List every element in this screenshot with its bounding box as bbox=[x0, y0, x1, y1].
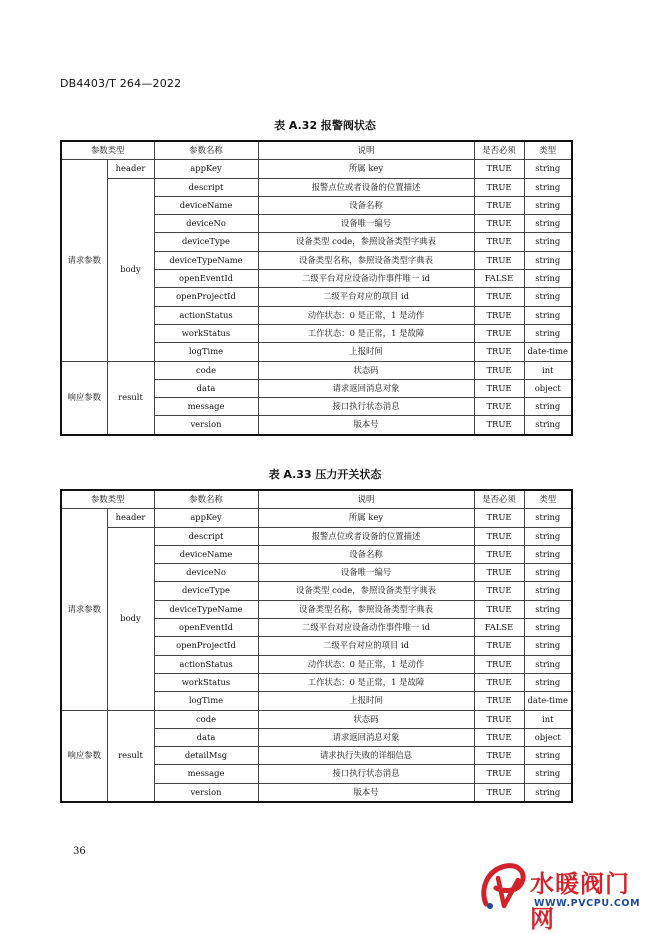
table-a33-caption: 表 A.33 压力开关状态 bbox=[268, 468, 382, 481]
param-desc-cell: 接口执行状态消息 bbox=[258, 765, 474, 783]
param-type-cell: string bbox=[524, 288, 572, 306]
col-header-param-category: 参数类型 bbox=[61, 141, 154, 160]
param-name-cell: deviceType bbox=[154, 582, 258, 600]
param-required-cell: TRUE bbox=[474, 545, 524, 563]
param-type-cell: date-time bbox=[524, 343, 572, 361]
param-type-cell: string bbox=[524, 564, 572, 582]
param-type-cell: string bbox=[524, 655, 572, 673]
param-name-cell: appKey bbox=[154, 160, 258, 178]
table-a32 bbox=[60, 140, 573, 436]
param-group-label: 请求参数 bbox=[61, 160, 107, 361]
param-desc-cell: 请求返回消息对象 bbox=[258, 379, 474, 397]
param-type-cell: string bbox=[524, 270, 572, 288]
param-type-cell: string bbox=[524, 527, 572, 545]
param-desc-cell: 版本号 bbox=[258, 416, 474, 435]
param-subgroup-label: result bbox=[107, 710, 154, 802]
param-name-cell: detailMsg bbox=[154, 747, 258, 765]
param-name-cell: deviceName bbox=[154, 196, 258, 214]
param-required-cell: TRUE bbox=[474, 215, 524, 233]
table-row bbox=[61, 361, 572, 379]
param-desc-cell: 状态码 bbox=[258, 710, 474, 728]
param-subgroup-label: result bbox=[107, 361, 154, 435]
table-row bbox=[61, 509, 572, 527]
param-required-cell: TRUE bbox=[474, 324, 524, 342]
param-desc-cell: 设备唯一编号 bbox=[258, 564, 474, 582]
table-row bbox=[61, 160, 572, 178]
param-name-cell: openEventId bbox=[154, 619, 258, 637]
param-name-cell: descript bbox=[154, 527, 258, 545]
param-type-cell: date-time bbox=[524, 692, 572, 710]
param-required-cell: TRUE bbox=[474, 343, 524, 361]
param-type-cell: string bbox=[524, 619, 572, 637]
param-required-cell: TRUE bbox=[474, 728, 524, 746]
col-header-required: 是否必须 bbox=[474, 141, 524, 160]
param-type-cell: string bbox=[524, 215, 572, 233]
param-required-cell: TRUE bbox=[474, 527, 524, 545]
param-type-cell: string bbox=[524, 765, 572, 783]
param-desc-cell: 设备唯一编号 bbox=[258, 215, 474, 233]
param-type-cell: string bbox=[524, 416, 572, 435]
param-name-cell: data bbox=[154, 379, 258, 397]
param-type-cell: string bbox=[524, 160, 572, 178]
table-row bbox=[61, 178, 572, 196]
param-required-cell: TRUE bbox=[474, 747, 524, 765]
param-name-cell: data bbox=[154, 728, 258, 746]
param-required-cell: TRUE bbox=[474, 509, 524, 527]
param-group-label: 响应参数 bbox=[61, 361, 107, 435]
param-name-cell: deviceName bbox=[154, 545, 258, 563]
param-name-cell: version bbox=[154, 416, 258, 435]
param-required-cell: TRUE bbox=[474, 379, 524, 397]
param-required-cell: TRUE bbox=[474, 582, 524, 600]
param-required-cell: TRUE bbox=[474, 600, 524, 618]
param-name-cell: deviceTypeName bbox=[154, 251, 258, 269]
param-desc-cell: 上报时间 bbox=[258, 343, 474, 361]
param-name-cell: workStatus bbox=[154, 673, 258, 691]
param-required-cell: TRUE bbox=[474, 673, 524, 691]
param-type-cell: string bbox=[524, 233, 572, 251]
param-desc-cell: 请求返回消息对象 bbox=[258, 728, 474, 746]
param-desc-cell: 设备类型名称，参照设备类型字典表 bbox=[258, 600, 474, 618]
param-required-cell: TRUE bbox=[474, 655, 524, 673]
col-header-param-category: 参数类型 bbox=[61, 490, 154, 509]
watermark-url: WWW.PVCPU.COM bbox=[534, 898, 641, 909]
col-header-description: 说明 bbox=[258, 141, 474, 160]
watermark-logo bbox=[478, 860, 644, 933]
param-name-cell: code bbox=[154, 361, 258, 379]
param-required-cell: TRUE bbox=[474, 398, 524, 416]
param-name-cell: code bbox=[154, 710, 258, 728]
param-name-cell: workStatus bbox=[154, 324, 258, 342]
table-row bbox=[61, 527, 572, 545]
param-required-cell: TRUE bbox=[474, 160, 524, 178]
param-type-cell: int bbox=[524, 361, 572, 379]
param-desc-cell: 请求执行失败的详细信息 bbox=[258, 747, 474, 765]
param-name-cell: openProjectId bbox=[154, 637, 258, 655]
param-type-cell: string bbox=[524, 306, 572, 324]
param-desc-cell: 所属 key bbox=[258, 160, 474, 178]
param-desc-cell: 动作状态：0 是正常，1 是动作 bbox=[258, 655, 474, 673]
param-desc-cell: 动作状态：0 是正常，1 是动作 bbox=[258, 306, 474, 324]
param-name-cell: version bbox=[154, 783, 258, 802]
param-required-cell: TRUE bbox=[474, 233, 524, 251]
col-header-description: 说明 bbox=[258, 490, 474, 509]
param-desc-cell: 工作状态：0 是正常，1 是故障 bbox=[258, 324, 474, 342]
param-required-cell: TRUE bbox=[474, 564, 524, 582]
param-name-cell: actionStatus bbox=[154, 655, 258, 673]
param-type-cell: string bbox=[524, 324, 572, 342]
param-name-cell: logTime bbox=[154, 343, 258, 361]
table-a33 bbox=[60, 489, 573, 803]
param-type-cell: string bbox=[524, 600, 572, 618]
header-row bbox=[61, 490, 572, 509]
param-subgroup-label: body bbox=[107, 178, 154, 361]
param-name-cell: message bbox=[154, 398, 258, 416]
param-type-cell: string bbox=[524, 398, 572, 416]
param-required-cell: FALSE bbox=[474, 619, 524, 637]
param-type-cell: object bbox=[524, 379, 572, 397]
param-required-cell: TRUE bbox=[474, 288, 524, 306]
table-row bbox=[61, 710, 572, 728]
param-required-cell: TRUE bbox=[474, 783, 524, 802]
param-desc-cell: 二级平台对应的项目 id bbox=[258, 637, 474, 655]
document-id: DB4403/T 264—2022 bbox=[60, 77, 182, 90]
param-required-cell: TRUE bbox=[474, 637, 524, 655]
param-desc-cell: 二级平台对应设备动作事件唯一 id bbox=[258, 619, 474, 637]
param-desc-cell: 设备名称 bbox=[258, 196, 474, 214]
page-number: 36 bbox=[73, 846, 86, 857]
param-desc-cell: 设备类型名称，参照设备类型字典表 bbox=[258, 251, 474, 269]
col-header-required: 是否必须 bbox=[474, 490, 524, 509]
param-name-cell: appKey bbox=[154, 509, 258, 527]
param-required-cell: FALSE bbox=[474, 270, 524, 288]
param-name-cell: openEventId bbox=[154, 270, 258, 288]
param-subgroup-label: header bbox=[107, 160, 154, 178]
param-desc-cell: 设备类型 code，参照设备类型字典表 bbox=[258, 582, 474, 600]
param-name-cell: logTime bbox=[154, 692, 258, 710]
param-required-cell: TRUE bbox=[474, 251, 524, 269]
param-desc-cell: 工作状态：0 是正常，1 是故障 bbox=[258, 673, 474, 691]
param-required-cell: TRUE bbox=[474, 710, 524, 728]
param-type-cell: string bbox=[524, 673, 572, 691]
param-type-cell: object bbox=[524, 728, 572, 746]
param-name-cell: actionStatus bbox=[154, 306, 258, 324]
param-type-cell: string bbox=[524, 582, 572, 600]
param-desc-cell: 版本号 bbox=[258, 783, 474, 802]
pv-logo-icon bbox=[478, 860, 530, 914]
col-header-type: 类型 bbox=[524, 141, 572, 160]
param-type-cell: string bbox=[524, 637, 572, 655]
param-required-cell: TRUE bbox=[474, 692, 524, 710]
param-desc-cell: 二级平台对应的项目 id bbox=[258, 288, 474, 306]
param-required-cell: TRUE bbox=[474, 178, 524, 196]
param-desc-cell: 设备类型 code，参照设备类型字典表 bbox=[258, 233, 474, 251]
param-subgroup-label: body bbox=[107, 527, 154, 710]
param-required-cell: TRUE bbox=[474, 765, 524, 783]
param-required-cell: TRUE bbox=[474, 196, 524, 214]
param-type-cell: string bbox=[524, 178, 572, 196]
param-desc-cell: 二级平台对应设备动作事件唯一 id bbox=[258, 270, 474, 288]
watermark-name: 水暖阀门网 bbox=[530, 870, 630, 933]
param-type-cell: string bbox=[524, 545, 572, 563]
param-desc-cell: 接口执行状态消息 bbox=[258, 398, 474, 416]
param-type-cell: string bbox=[524, 251, 572, 269]
param-name-cell: deviceNo bbox=[154, 564, 258, 582]
param-name-cell: deviceType bbox=[154, 233, 258, 251]
param-type-cell: string bbox=[524, 509, 572, 527]
param-name-cell: descript bbox=[154, 178, 258, 196]
param-type-cell: string bbox=[524, 747, 572, 765]
param-desc-cell: 设备名称 bbox=[258, 545, 474, 563]
param-name-cell: message bbox=[154, 765, 258, 783]
param-type-cell: int bbox=[524, 710, 572, 728]
param-desc-cell: 所属 key bbox=[258, 509, 474, 527]
param-type-cell: string bbox=[524, 783, 572, 802]
col-header-type: 类型 bbox=[524, 490, 572, 509]
col-header-param-name: 参数名称 bbox=[154, 141, 258, 160]
param-name-cell: deviceTypeName bbox=[154, 600, 258, 618]
param-desc-cell: 上报时间 bbox=[258, 692, 474, 710]
param-type-cell: string bbox=[524, 196, 572, 214]
param-group-label: 请求参数 bbox=[61, 509, 107, 710]
table-a32-caption: 表 A.32 报警阀状态 bbox=[274, 119, 376, 132]
param-required-cell: TRUE bbox=[474, 361, 524, 379]
col-header-param-name: 参数名称 bbox=[154, 490, 258, 509]
param-name-cell: openProjectId bbox=[154, 288, 258, 306]
param-desc-cell: 状态码 bbox=[258, 361, 474, 379]
param-required-cell: TRUE bbox=[474, 306, 524, 324]
param-desc-cell: 报警点位或者设备的位置描述 bbox=[258, 527, 474, 545]
param-subgroup-label: header bbox=[107, 509, 154, 527]
param-required-cell: TRUE bbox=[474, 416, 524, 435]
param-group-label: 响应参数 bbox=[61, 710, 107, 802]
header-row bbox=[61, 141, 572, 160]
param-name-cell: deviceNo bbox=[154, 215, 258, 233]
param-desc-cell: 报警点位或者设备的位置描述 bbox=[258, 178, 474, 196]
